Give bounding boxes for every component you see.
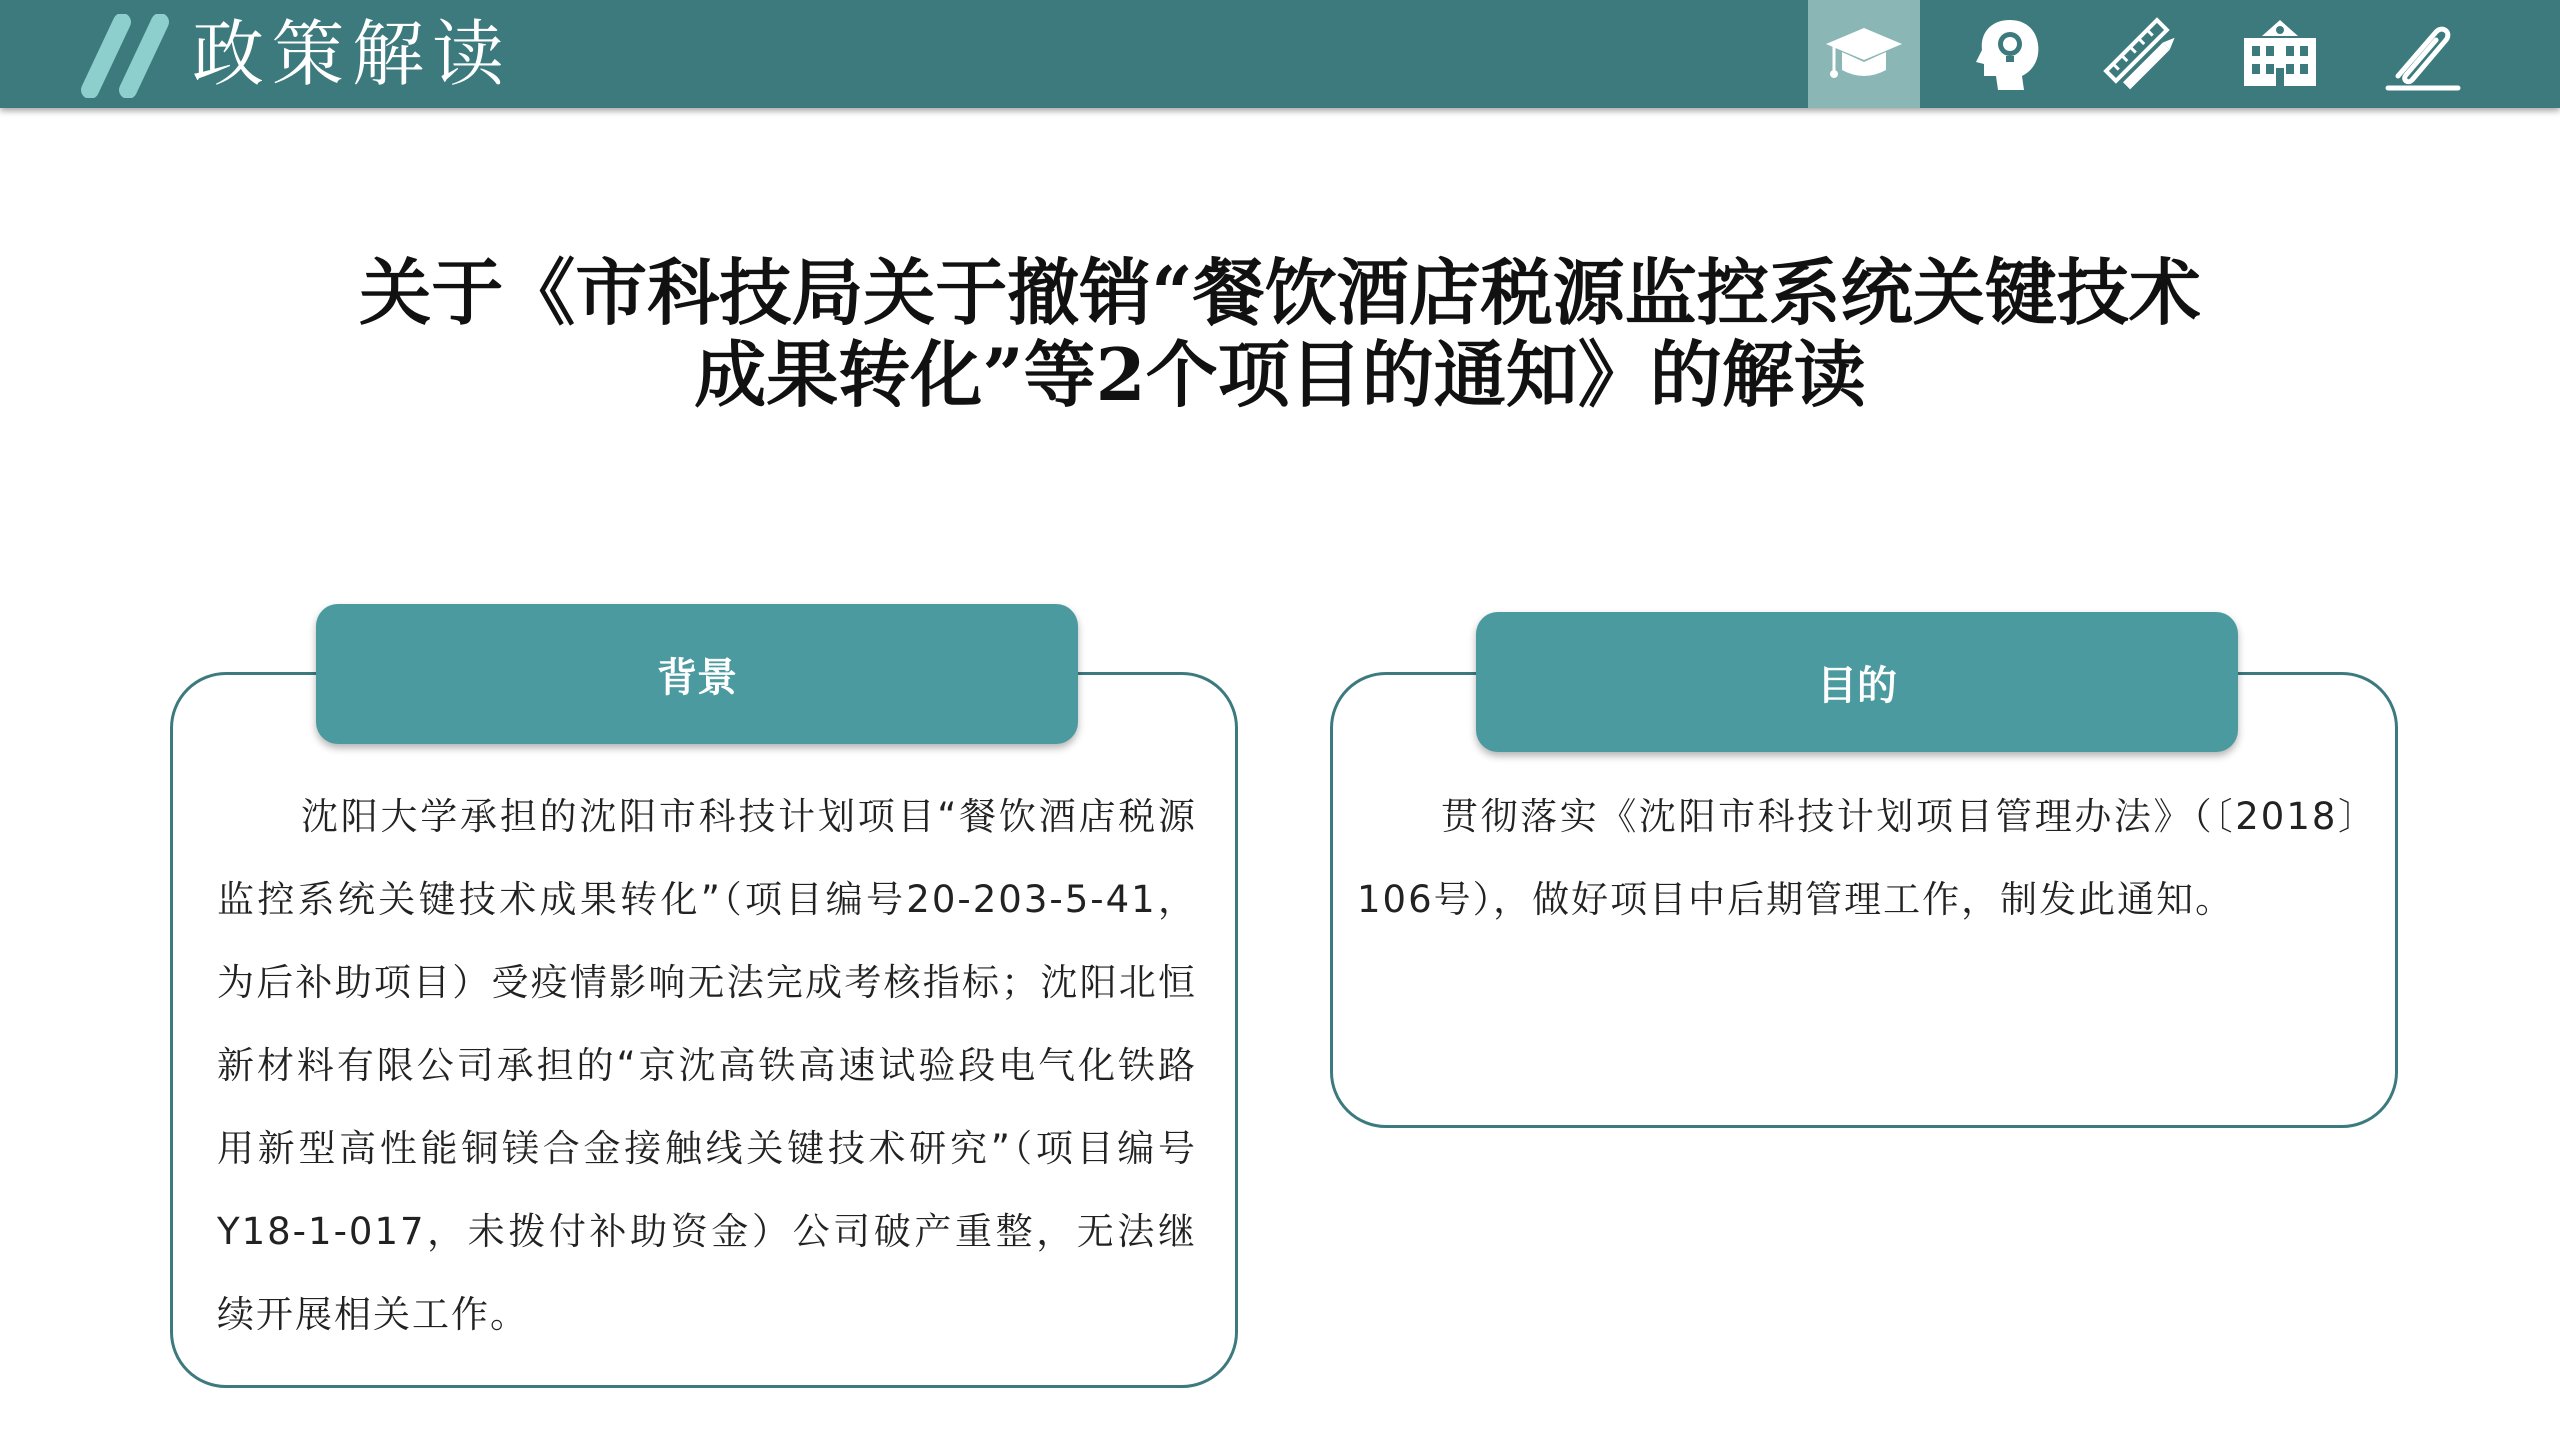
nav-paperclip-button[interactable] — [2364, 0, 2476, 108]
background-header: 背景 — [316, 604, 1078, 744]
nav-school-button[interactable] — [2224, 0, 2336, 108]
purpose-text: 贯彻落实《沈阳市科技计划项目管理办法》（〔2018〕106号），做好项目中后期管理工作，制发此通知。 — [1357, 795, 2377, 921]
nav-graduation-button[interactable] — [1808, 0, 1920, 108]
document-title-line-1: 关于《市科技局关于撤销“餐饮酒店税源监控系统关键技术 — [359, 250, 2201, 335]
nav-idea-button[interactable] — [1952, 0, 2064, 108]
nav-pencil-ruler-button[interactable] — [2084, 0, 2196, 108]
document-title-line-2: 成果转化”等2个项目的通知》的解读 — [694, 332, 1866, 417]
school-building-icon — [2238, 12, 2322, 96]
pencil-ruler-icon — [2098, 12, 2182, 96]
background-card — [170, 672, 1238, 1388]
double-slash-logo-icon — [76, 14, 176, 98]
background-text: 沈阳大学承担的沈阳市科技计划项目“餐饮酒店税源监控系统关键技术成果转化”（项目编号20-203-5-41，为后补助项目）受疫情影响无法完成考核指标；沈阳北恒新材料有限公司承担的“京沈高铁高速试验段电气化铁路用新型高性能铜镁合金接触线关键技术研究”（项目编号Y18-1-017，未拨付补助资金）公司破产重整，无法继续开展相关工作。 — [217, 795, 1197, 1336]
top-bar — [0, 0, 2560, 108]
graduation-cap-icon — [1822, 12, 1906, 96]
page-title: 政策解读 — [192, 12, 513, 96]
purpose-header: 目的 — [1476, 612, 2238, 752]
document-title — [200, 252, 2360, 416]
paperclip-icon — [2378, 12, 2462, 96]
idea-head-icon — [1966, 12, 2050, 96]
